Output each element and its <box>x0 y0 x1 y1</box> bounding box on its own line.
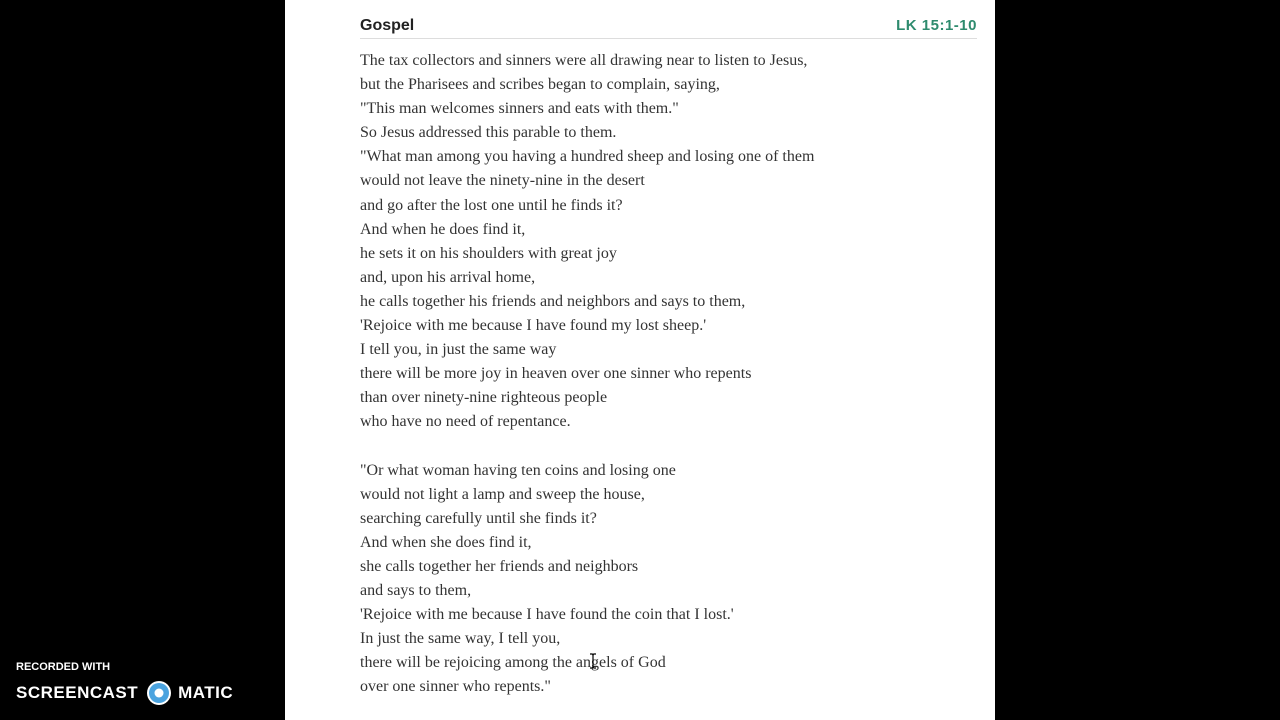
verse-line: who have no need of repentance. <box>360 413 571 431</box>
reading-page <box>285 0 995 720</box>
verse-line: and says to them, <box>360 582 472 600</box>
verse-line: "What man among you having a hundred sheep and losing one of them <box>360 148 815 166</box>
screencast-o-matic-logo-icon <box>146 680 172 706</box>
stanza-break <box>360 435 960 459</box>
verse-line: "Or what woman having ten coins and losing one <box>360 461 676 479</box>
verse-line: 'Rejoice with me because I have found the coin that I lost.' <box>360 606 734 624</box>
verse-line: And when she does find it, <box>360 533 532 551</box>
verse-line: And when he does find it, <box>360 220 526 238</box>
verse-line: there will be more joy in heaven over one sinner who repents <box>360 365 752 383</box>
screencast-watermark <box>16 660 256 710</box>
verse-line: but the Pharisees and scribes began to complain, saying, <box>360 76 720 94</box>
recorded-with-label: RECORDED WITH <box>16 661 111 673</box>
verse-line: he sets it on his shoulders with great joy <box>360 244 617 262</box>
verse-line: I tell you, in just the same way <box>360 341 557 359</box>
verse-line: she calls together her friends and neighbors <box>360 557 639 575</box>
verse-line: The tax collectors and sinners were all drawing near to listen to Jesus, <box>360 52 808 69</box>
verse-line: searching carefully until she finds it? <box>360 509 597 527</box>
verse-line: would not light a lamp and sweep the house, <box>360 485 645 503</box>
verse-line: 'Rejoice with me because I have found my lost sheep.' <box>360 317 707 335</box>
verse-line: there will be rejoicing among the angels of God <box>360 654 666 672</box>
brand-left-text: SCREENCAST <box>16 683 139 702</box>
verse-line: "This man welcomes sinners and eats with them." <box>360 100 679 118</box>
brand-right-text: MATIC <box>178 683 234 702</box>
reading-title: Gospel <box>360 17 415 34</box>
verse-line: would not leave the ninety-nine in the desert <box>360 172 645 190</box>
verse-line: than over ninety-nine righteous people <box>360 389 608 407</box>
reading-text <box>360 49 960 700</box>
reading-reference: LK 15:1-10 <box>896 17 977 34</box>
text-ibeam-cursor-icon <box>589 653 597 669</box>
verse-line: over one sinner who repents." <box>360 678 551 696</box>
reading-header <box>360 16 977 39</box>
verse-line: and, upon his arrival home, <box>360 268 536 286</box>
verse-line: and go after the lost one until he finds it? <box>360 196 623 214</box>
verse-line: he calls together his friends and neighbors and says to them, <box>360 292 746 310</box>
verse-line: So Jesus addressed this parable to them. <box>360 124 617 142</box>
verse-line: In just the same way, I tell you, <box>360 630 561 648</box>
screencast-brand <box>16 678 233 708</box>
